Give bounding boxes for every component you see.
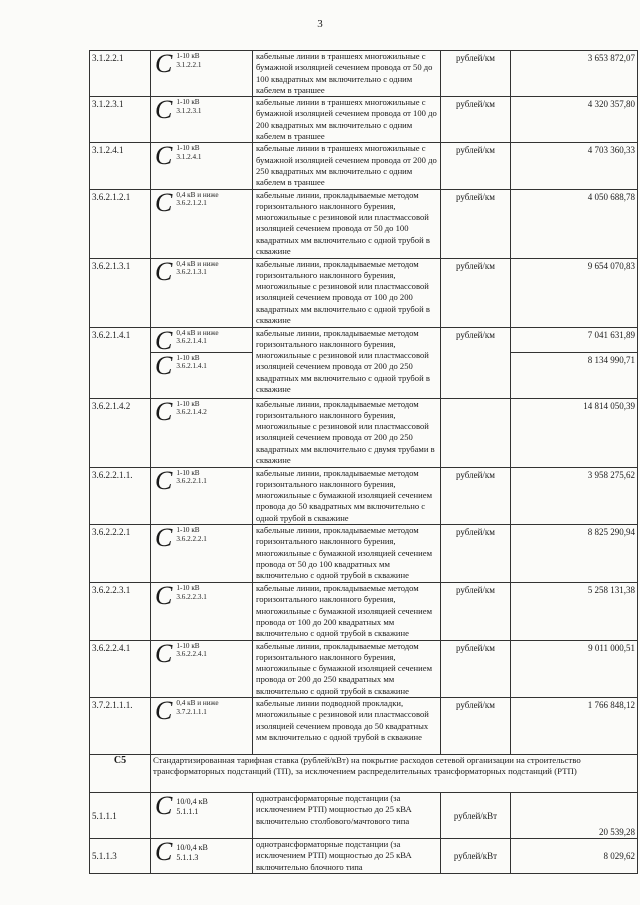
c-letter: C [155, 697, 173, 726]
row-code: 3.6.2.2.3.1 [90, 583, 151, 640]
row-unit: рублей/км [441, 258, 511, 327]
c-cell [151, 327, 253, 352]
table-row [90, 793, 638, 839]
row-unit: рублей/кВт [441, 839, 511, 874]
row-value: 8 134 990,71 [511, 352, 638, 398]
row-value: 20 539,28 [511, 793, 638, 839]
c-voltage: 1-10 кВ [176, 399, 200, 408]
table-row [90, 97, 638, 143]
row-unit: рублей/км [441, 51, 511, 97]
c-cell [151, 839, 253, 874]
c-letter: C [155, 524, 173, 553]
row-value: 7 041 631,89 [511, 327, 638, 352]
table-row [90, 143, 638, 189]
row-code: 3.6.2.2.1.1. [90, 467, 151, 524]
c-letter: C [155, 50, 173, 78]
c-cell [151, 51, 253, 97]
c-cell [151, 640, 253, 697]
c-voltage: 0,4 кВ и ниже [176, 328, 219, 337]
c-voltage: 10/0,4 кВ [176, 797, 208, 807]
c-cell [151, 398, 253, 467]
row-code: 3.7.2.1.1.1. [90, 698, 151, 755]
section-code: С5 [90, 755, 151, 793]
row-value: 4 050 688,78 [511, 189, 638, 258]
c-code: 5.1.1.1 [176, 807, 199, 817]
row-code: 3.6.2.1.3.1 [90, 258, 151, 327]
row-value: 5 258 131,38 [511, 583, 638, 640]
c-letter: C [155, 142, 173, 171]
table-row [90, 467, 638, 524]
c-letter: C [155, 467, 173, 495]
row-unit [441, 398, 511, 467]
c-code: 3.6.2.1.4.2 [176, 408, 207, 417]
row-code: 5.1.1.3 [90, 839, 151, 874]
table-row [90, 189, 638, 258]
row-unit: рублей/кВт [441, 793, 511, 839]
c-letter: C [155, 838, 173, 867]
c-code: 3.6.2.1.4.1 [176, 337, 207, 346]
c-cell [151, 97, 253, 143]
c-letter: C [155, 96, 173, 125]
row-unit: рублей/км [441, 143, 511, 189]
c-code: 3.1.2.2.1 [176, 60, 202, 69]
row-code: 3.6.2.1.4.1 [90, 327, 151, 398]
c-code: 3.6.2.2.3.1 [176, 592, 207, 601]
row-value: 9 654 070,83 [511, 258, 638, 327]
c-voltage: 1-10 кВ [176, 526, 200, 535]
c-cell [151, 258, 253, 327]
c-code: 3.6.2.1.4.1 [176, 362, 207, 371]
row-description: кабельные линии, прокладываемые методом горизонтального наклонного бурения, многожильные с бумажной изоляцией сечением провода до 50 квадратных мм включительно с одной трубой в скважине [253, 467, 441, 524]
c-cell [151, 525, 253, 583]
row-description: кабельные линии, прокладываемые методом горизонтального наклонного бурения, многожильные с бумажной изоляцией сечением провода от 100 до 200 квадратных мм включительно с одной трубой в скважине [253, 583, 441, 640]
c-voltage: 10/0,4 кВ [176, 843, 208, 853]
row-value: 14 814 050,39 [511, 398, 638, 467]
c-letter: C [155, 352, 173, 380]
table-row [90, 51, 638, 97]
c-code: 3.1.2.3.1 [176, 106, 202, 115]
row-code: 3.1.2.2.1 [90, 51, 151, 97]
row-value: 4 320 357,80 [511, 97, 638, 143]
c-cell [151, 793, 253, 839]
c-letter: C [155, 792, 173, 821]
row-code: 3.1.2.3.1 [90, 97, 151, 143]
table-row [90, 327, 638, 352]
table-row [90, 258, 638, 327]
c-voltage: 1-10 кВ [176, 98, 200, 107]
row-description: кабельные линии, прокладываемые методом горизонтального наклонного бурения, многожильные с резиновой или пластмассовой изоляцией сечением провода от 100 до 200 квадратных мм включительно с одной трубой в скважине [253, 258, 441, 327]
c-letter: C [155, 258, 173, 286]
section-row [90, 755, 638, 793]
c-letter: C [155, 189, 173, 217]
row-unit: рублей/км [441, 698, 511, 755]
row-description: кабельные линии в траншеях многожильные с бумажной изоляцией сечением провода от 50 до 100 квадратных мм включительно с одним кабелем в траншее [253, 51, 441, 97]
c-cell [151, 583, 253, 640]
c-voltage: 1-10 кВ [176, 353, 200, 362]
row-description: кабельные линии, прокладываемые методом горизонтального наклонного бурения, многожильные с бумажной изоляцией сечением провода от 50 до 100 квадратных мм включительно с одной трубой в скважине [253, 525, 441, 583]
row-unit: рублей/км [441, 327, 511, 398]
row-description: кабельные линии подводной прокладки, многожильные с резиновой или пластмассовой изоляцией сечением провода до 50 квадратных мм включительно с одной трубой в скважине [253, 698, 441, 755]
c-voltage: 1-10 кВ [176, 468, 200, 477]
row-code: 5.1.1.1 [90, 793, 151, 839]
c-code: 3.6.2.1.2.1 [176, 199, 207, 208]
c-voltage: 0,4 кВ и ниже [176, 699, 219, 708]
row-description: кабельные линии в траншеях многожильные с бумажной изоляцией сечением провода от 200 до 250 квадратных мм включительно с одним кабелем в траншее [253, 143, 441, 189]
section-text: Стандартизированная тарифная ставка (рублей/кВт) на покрытие расходов сетевой организации на строительство трансформаторных подстанций (ТП), за исключением распределительных трансформаторных подстанций (РТП) [151, 755, 638, 793]
c-cell [151, 467, 253, 524]
row-unit: рублей/км [441, 640, 511, 697]
table-row [90, 698, 638, 755]
row-description: кабельные линии в траншеях многожильные с бумажной изоляцией сечением провода от 100 до 200 квадратных мм включительно с одним кабелем в траншее [253, 97, 441, 143]
table-row [90, 583, 638, 640]
c-cell [151, 352, 253, 398]
c-code: 5.1.1.3 [176, 853, 199, 863]
c-code: 3.6.2.2.2.1 [176, 534, 207, 543]
row-code: 3.6.2.1.4.2 [90, 398, 151, 467]
c-code: 3.1.2.4.1 [176, 152, 202, 161]
c-code: 3.6.2.1.3.1 [176, 268, 207, 277]
row-value: 8 029,62 [511, 839, 638, 874]
row-description: кабельные линии, прокладываемые методом горизонтального наклонного бурения, многожильные с резиновой или пластмассовой изоляцией сечением провода от 50 до 100 квадратных мм включительно с одной трубой в скважине [253, 189, 441, 258]
row-code: 3.1.2.4.1 [90, 143, 151, 189]
c-code: 3.6.2.2.1.1 [176, 477, 207, 486]
row-unit: рублей/км [441, 189, 511, 258]
row-value: 3 653 872,07 [511, 51, 638, 97]
row-value: 9 011 000,51 [511, 640, 638, 697]
row-description: однотрансформаторные подстанции (за исключением РТП) мощностью до 25 кВА включительно столбового/мачтового типа [253, 793, 441, 839]
row-code: 3.6.2.2.4.1 [90, 640, 151, 697]
row-value: 1 766 848,12 [511, 698, 638, 755]
table-row [90, 398, 638, 467]
row-value: 4 703 360,33 [511, 143, 638, 189]
c-voltage: 0,4 кВ и ниже [176, 259, 219, 268]
c-voltage: 1-10 кВ [176, 584, 200, 593]
row-unit: рублей/км [441, 97, 511, 143]
c-letter: C [155, 398, 173, 426]
c-voltage: 1-10 кВ [176, 52, 200, 60]
page-number: 3 [317, 18, 323, 30]
row-value: 3 958 275,62 [511, 467, 638, 524]
row-description: кабельные линии, прокладываемые методом горизонтального наклонного бурения, многожильные с резиновой или пластмассовой изоляцией сечением провода от 200 до 250 квадратных мм включительно с одной трубой в скважине [253, 327, 441, 398]
c-voltage: 0,4 кВ и ниже [176, 190, 219, 199]
row-description: однотрансформаторные подстанции (за исключением РТП) мощностью до 25 кВА включительно блочного типа [253, 839, 441, 874]
c-letter: C [155, 327, 173, 353]
table-row [90, 525, 638, 583]
row-unit: рублей/км [441, 583, 511, 640]
c-voltage: 1-10 кВ [176, 641, 200, 650]
row-description: кабельные линии, прокладываемые методом горизонтального наклонного бурения, многожильные с бумажной изоляцией сечением провода от 200 до 250 квадратных мм включительно с одной трубой в скважине [253, 640, 441, 697]
c-cell [151, 189, 253, 258]
row-unit: рублей/км [441, 525, 511, 583]
row-unit: рублей/км [441, 467, 511, 524]
tariff-table [89, 50, 638, 874]
row-code: 3.6.2.1.2.1 [90, 189, 151, 258]
c-code: 3.7.2.1.1.1 [176, 707, 207, 716]
c-letter: C [155, 582, 173, 611]
c-voltage: 1-10 кВ [176, 144, 200, 153]
table-row [90, 839, 638, 874]
c-code: 3.6.2.2.4.1 [176, 650, 207, 659]
c-letter: C [155, 640, 173, 668]
c-cell [151, 143, 253, 189]
table-row [90, 640, 638, 697]
c-cell [151, 698, 253, 755]
row-value: 8 825 290,94 [511, 525, 638, 583]
row-description: кабельные линии, прокладываемые методом горизонтального наклонного бурения, многожильные с резиновой или пластмассовой изоляцией сечением провода от 200 до 250 квадратных мм включительно с двумя трубами в скважине [253, 398, 441, 467]
row-code: 3.6.2.2.2.1 [90, 525, 151, 583]
